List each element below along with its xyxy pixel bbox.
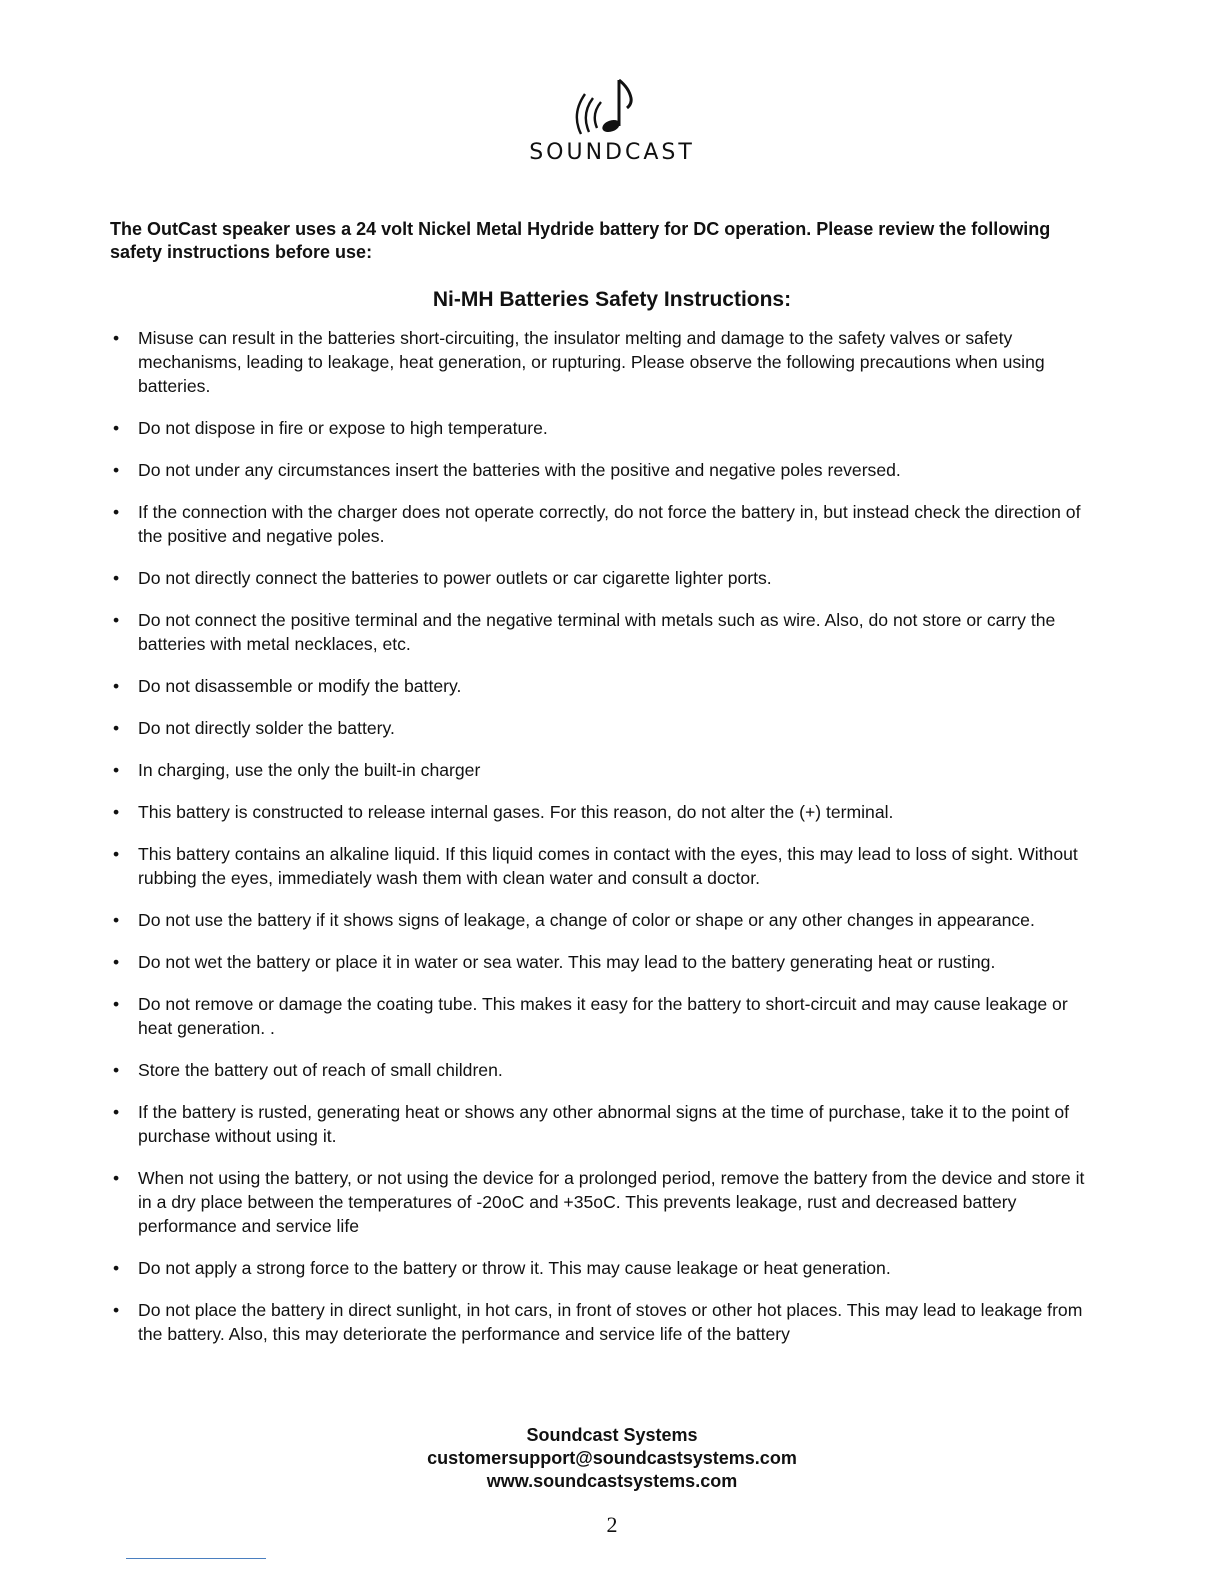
page-number: 2 [606,1512,618,1537]
support-email: customersupport@soundcastsystems.com [427,1448,797,1468]
bullet-icon: • [113,952,120,972]
list-item [110,800,1100,824]
brand-name: SOUNDCAST [529,140,695,165]
list-item-text: Do not use the battery if it shows signs of leakage, a change of color or shape or any other changes in appearance. [138,910,1035,930]
contact-footer [0,1424,1224,1493]
list-item [110,992,1100,1040]
list-item-text: Do not directly solder the battery. [138,718,395,738]
list-item [110,416,1100,440]
list-item-text: Misuse can result in the batteries short-circuiting, the insulator melting and damage to the safety valves or safety mechanisms, leading to leakage, heat generation, or rupturing. Please observe the following precautions when using batteries. [138,328,1045,396]
bullet-icon: • [113,568,120,588]
list-item-text: Do not remove or damage the coating tube. This makes it easy for the battery to short-circuit and may cause leakage or heat generation. . [138,994,1068,1038]
list-item [110,608,1100,656]
bullet-icon: • [113,1168,120,1188]
list-item-text: If the connection with the charger does not operate correctly, do not force the battery in, but instead check the direction of the positive and negative poles. [138,502,1081,546]
bullet-icon: • [113,502,120,522]
list-item [110,566,1100,590]
list-item-text: Do not place the battery in direct sunlight, in hot cars, in front of stoves or other hot places. This may lead to leakage from the battery. Also, this may deteriorate the performance and service life of the battery [138,1300,1083,1344]
list-item [110,908,1100,932]
bullet-icon: • [113,844,120,864]
bullet-icon: • [113,1300,120,1320]
website-url: www.soundcastsystems.com [486,1471,738,1491]
scan-artifact-line [126,1558,266,1559]
safety-instructions-list [110,326,1100,1364]
list-item-text: Do not disassemble or modify the battery. [138,676,462,696]
list-item-text: Store the battery out of reach of small children. [138,1060,503,1080]
bullet-icon: • [113,994,120,1014]
bullet-icon: • [113,418,120,438]
bullet-icon: • [113,328,120,348]
bullet-icon: • [113,1102,120,1122]
intro-paragraph: The OutCast speaker uses a 24 volt Nickel Metal Hydride battery for DC operation. Please review the following safety instructions before use: [110,219,1051,262]
bullet-icon: • [113,760,120,780]
list-item-text: Do not apply a strong force to the battery or throw it. This may cause leakage or heat generation. [138,1258,891,1278]
list-item [110,1166,1100,1238]
section-heading: Ni-MH Batteries Safety Instructions: [432,288,792,311]
list-item-text: This battery is constructed to release internal gases. For this reason, do not alter the (+) terminal. [138,802,894,822]
list-item [110,458,1100,482]
list-item [110,842,1100,890]
list-item [110,758,1100,782]
list-item [110,1100,1100,1148]
brand-logo [0,74,1224,136]
list-item [110,1256,1100,1280]
bullet-icon: • [113,1258,120,1278]
list-item [110,950,1100,974]
bullet-icon: • [113,1060,120,1080]
list-item-text: In charging, use the only the built-in charger [138,760,481,780]
list-item-text: This battery contains an alkaline liquid. If this liquid comes in contact with the eyes, this may lead to loss of sight. Without rubbing the eyes, immediately wash them with clean water and consult a doctor. [138,844,1078,888]
bullet-icon: • [113,910,120,930]
list-item [110,1058,1100,1082]
list-item [110,1298,1100,1346]
list-item-text: When not using the battery, or not using the device for a prolonged period, remove the battery from the device and store it in a dry place between the temperatures of -20oC and +35oC. This prevents leakage, rust and decreased battery performance and service life [138,1168,1085,1236]
bullet-icon: • [113,718,120,738]
bullet-icon: • [113,460,120,480]
list-item-text: If the battery is rusted, generating heat or shows any other abnormal signs at the time of purchase, take it to the point of purchase without using it. [138,1102,1070,1146]
list-item-text: Do not under any circumstances insert the batteries with the positive and negative poles reversed. [138,460,901,480]
bullet-icon: • [113,802,120,822]
bullet-icon: • [113,610,120,630]
list-item-text: Do not dispose in fire or expose to high temperature. [138,418,548,438]
list-item [110,674,1100,698]
list-item [110,326,1100,398]
list-item-text: Do not directly connect the batteries to power outlets or car cigarette lighter ports. [138,568,772,588]
soundcast-note-waves-icon [557,74,667,136]
list-item [110,716,1100,740]
bullet-icon: • [113,676,120,696]
list-item [110,500,1100,548]
company-name: Soundcast Systems [526,1425,698,1445]
list-item-text: Do not connect the positive terminal and the negative terminal with metals such as wire. Also, do not store or carry the batteries with metal necklaces, etc. [138,610,1056,654]
list-item-text: Do not wet the battery or place it in water or sea water. This may lead to the battery generating heat or rusting. [138,952,996,972]
